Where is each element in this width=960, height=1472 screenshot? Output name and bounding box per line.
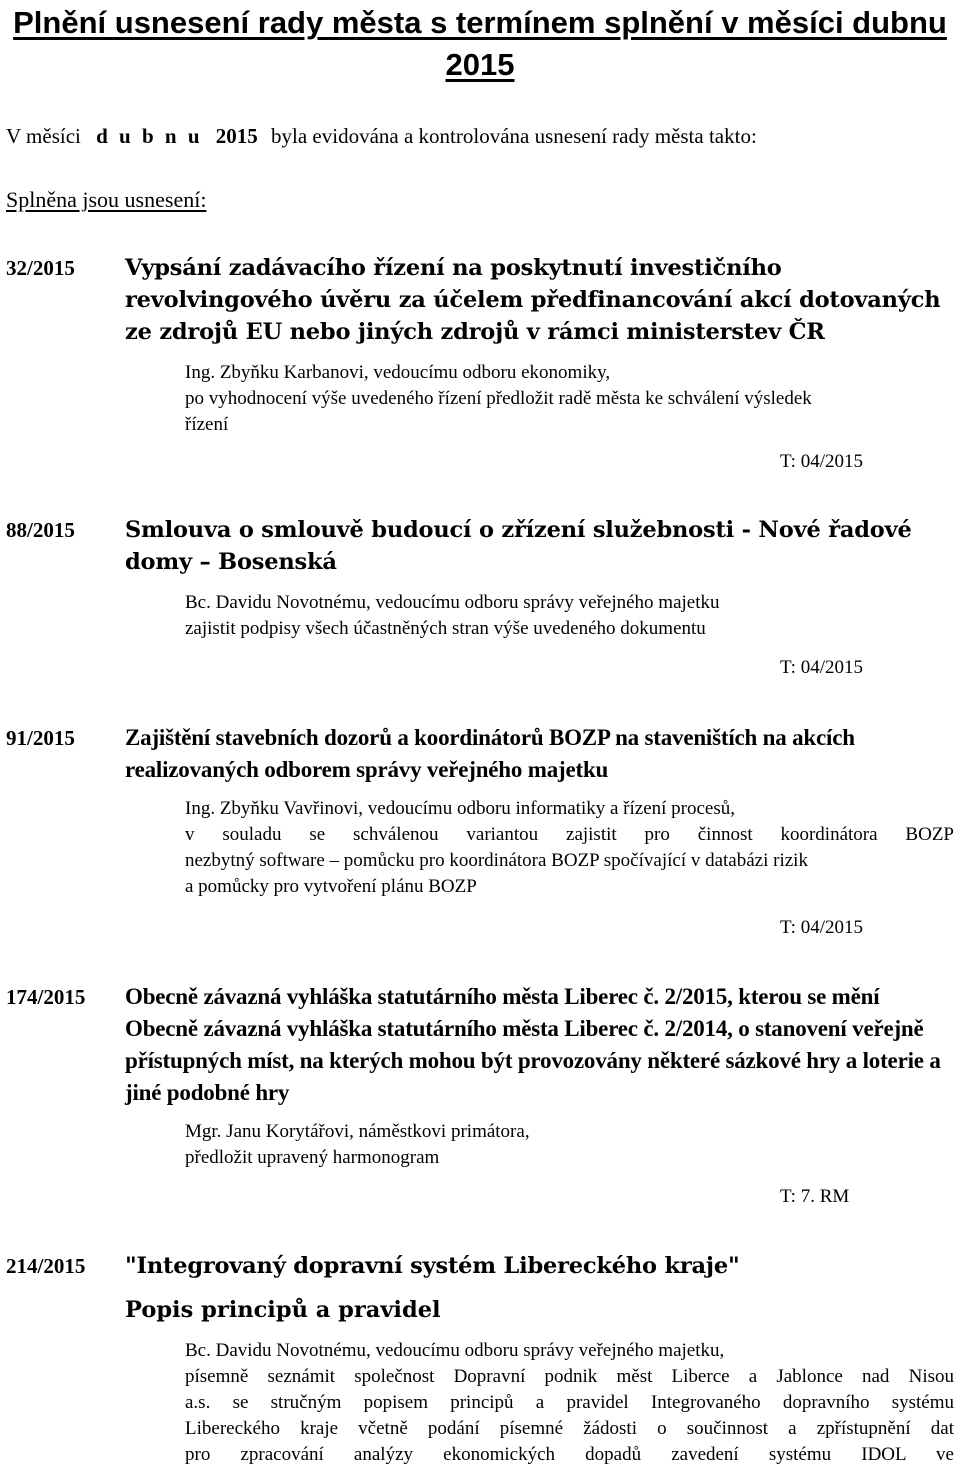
body-line: a.s. se stručným popisem principů a pravidel Integrovaného dopravního systému — [185, 1392, 954, 1413]
resolution-title: Smlouva o smlouvě budoucí o zřízení služebnosti - Nové řadové domy – Bosenská — [125, 517, 912, 575]
body-line: po vyhodnocení výše uvedeného řízení předložit radě města ke schválení výsledek — [185, 388, 812, 409]
body-line: pro zpracování analýzy ekonomických dopadů zavedení systému IDOL ve — [185, 1444, 954, 1465]
resolution-body — [185, 796, 954, 900]
resolution-number: 32/2015 — [6, 256, 75, 280]
intro-suffix: byla evidována a kontrolována usnesení rady města takto: — [271, 124, 757, 148]
resolution-body — [185, 1338, 954, 1468]
body-line: Mgr. Janu Korytářovi, náměstkovi primátora, — [185, 1121, 530, 1142]
intro-prefix: V měsíci — [6, 124, 81, 148]
resolution-body — [185, 590, 954, 642]
body-line: Bc. Davidu Novotnému, vedoucímu odboru správy veřejného majetku, — [185, 1340, 725, 1361]
document-title: Plnění usnesení rady města s termínem splnění v měsíci dubnu 2015 — [13, 5, 947, 82]
section-heading: Splněna jsou usnesení: — [6, 187, 207, 212]
resolution-number: 91/2015 — [6, 726, 75, 750]
resolution-body — [185, 1119, 954, 1171]
resolution-number: 88/2015 — [6, 518, 75, 542]
body-line: Ing. Zbyňku Karbanovi, vedoucímu odboru ekonomiky, — [185, 362, 611, 383]
body-line: a pomůcky pro vytvoření plánu BOZP — [185, 876, 477, 897]
resolution-title: Obecně závazná vyhláška statutárního města Liberec č. 2/2015, kterou se mění Obecně závazná vyhláška statutárního města Liberec č. 2/2014, o stanovení veřejně přístupných míst, na kterých mohou být provozovány některé sázkové hry a loterie a jiné podobné hry — [125, 984, 941, 1105]
resolution-number: 214/2015 — [6, 1254, 86, 1278]
resolution-deadline: T: 04/2015 — [780, 657, 863, 678]
resolution-title: Zajištění stavebních dozorů a koordinátorů BOZP na staveništích na akcích realizovaných odborem správy veřejného majetku — [125, 725, 855, 782]
resolution-title: Vypsání zadávacího řízení na poskytnutí investičního revolvingového úvěru za účelem předfinancování akcí dotovaných ze zdrojů EU nebo jiných zdrojů v rámci ministerstev ČR — [125, 255, 941, 345]
body-line: nezbytný software – pomůcku pro koordinátora BOZP spočívající v databázi rizik — [185, 850, 808, 871]
resolution-deadline: T: 04/2015 — [780, 917, 863, 938]
body-line: Bc. Davidu Novotnému, vedoucímu odboru správy veřejného majetku — [185, 592, 720, 613]
resolution-deadline: T: 04/2015 — [780, 451, 863, 472]
body-line: písemně seznámit společnost Dopravní podnik měst Liberce a Jablonce nad Nisou — [185, 1366, 954, 1387]
body-line: Ing. Zbyňku Vavřinovi, vedoucímu odboru informatiky a řízení procesů, — [185, 798, 735, 819]
intro-year: 2015 — [215, 124, 258, 148]
intro-line — [6, 121, 757, 151]
resolution-subtitle: Popis principů a pravidel — [125, 1297, 441, 1323]
body-line: zajistit podpisy všech účastněných stran výše uvedeného dokumentu — [185, 618, 706, 639]
resolution-title: "Integrovaný dopravní systém Libereckého kraje" — [125, 1253, 740, 1279]
resolution-deadline: T: 7. RM — [780, 1186, 850, 1207]
resolution-body — [185, 360, 954, 438]
intro-month: d u b n u — [96, 124, 203, 148]
body-line: řízení — [185, 414, 229, 435]
body-line: v souladu se schválenou variantou zajistit pro činnost koordinátora BOZP — [185, 824, 954, 845]
resolution-number: 174/2015 — [6, 985, 86, 1009]
body-line: Libereckého kraje včetně podání písemné žádosti o součinnost a zpřístupnění dat — [185, 1418, 954, 1439]
body-line: předložit upravený harmonogram — [185, 1147, 440, 1168]
